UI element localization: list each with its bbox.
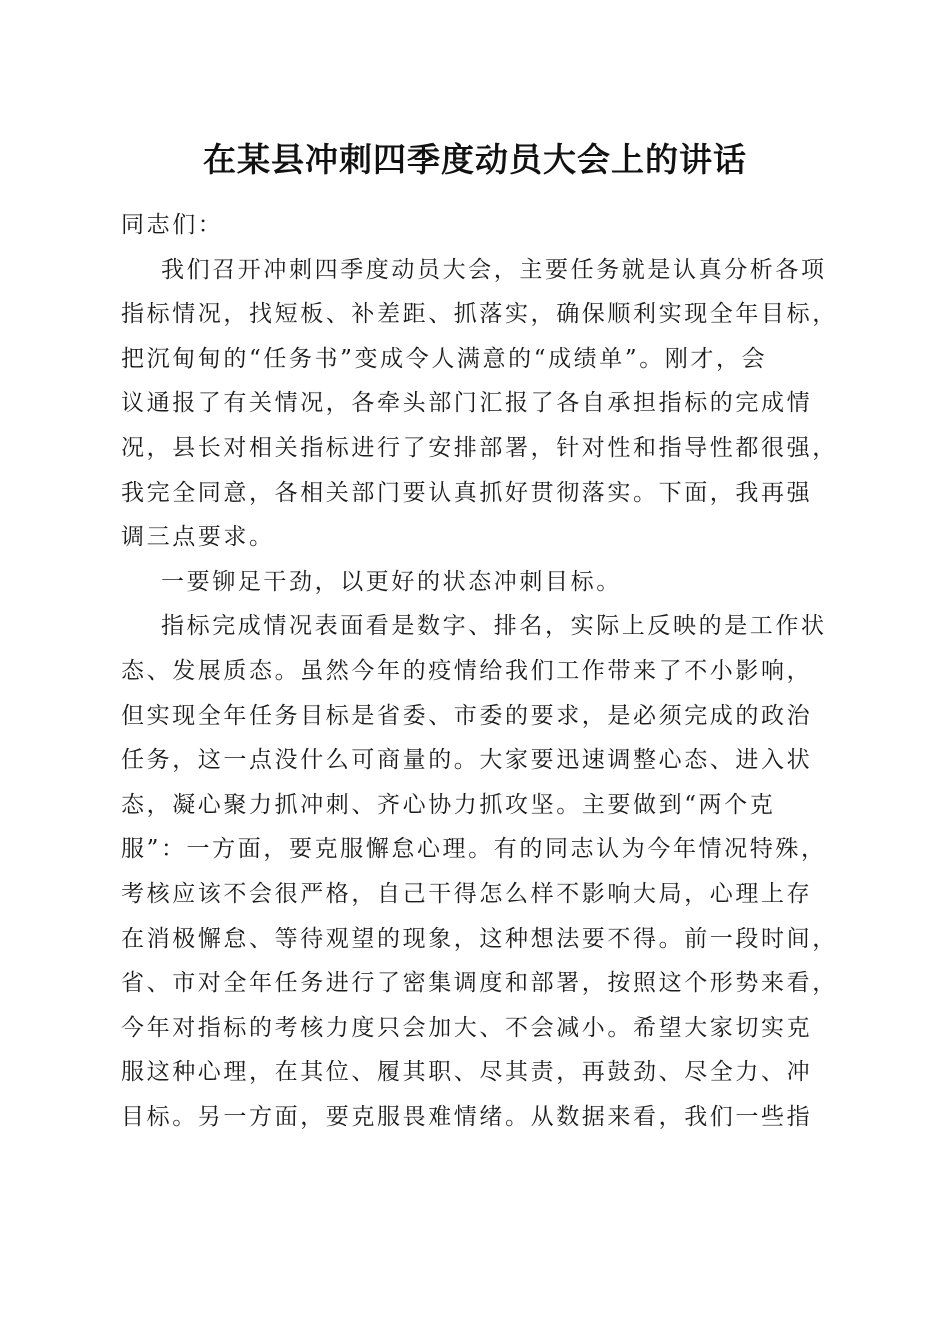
paragraph-line: 指标情况，找短板、补差距、抓落实，确保顺利实现全年目标， — [121, 301, 838, 328]
paragraph-line: 指标完成情况表面看是数字、排名，实际上反映的是工作状 — [161, 613, 827, 640]
paragraph-line: 但实现全年任务目标是省委、市委的要求，是必须完成的政治 — [121, 702, 813, 729]
salutation-line: 同志们： — [121, 212, 224, 238]
paragraph-line: 服这种心理，在其位、履其职、尽其责，再鼓劲、尽全力、冲 — [121, 1059, 813, 1086]
paragraph-line: 把沉甸甸的“任务书”变成令人满意的“成绩单”。刚才，会 — [121, 345, 768, 372]
paragraph-line: 调三点要求。 — [121, 524, 275, 551]
document-title: 在某县冲刺四季度动员大会上的讲话 — [203, 140, 747, 179]
paragraph-line: 态，凝心聚力抓冲刺、齐心协力抓攻坚。主要做到“两个克 — [121, 791, 776, 818]
paragraph-line: 今年对指标的考核力度只会加大、不会减小。希望大家切实克 — [121, 1014, 813, 1041]
section-heading-line: 一要铆足干劲，以更好的状态冲刺目标。 — [161, 568, 622, 595]
paragraph-line: 议通报了有关情况，各牵头部门汇报了各自承担指标的完成情 — [121, 390, 813, 417]
paragraph-line: 任务，这一点没什么可商量的。大家要迅速调整心态、进入状 — [121, 747, 813, 774]
paragraph-line: 况，县长对相关指标进行了安排部署，针对性和指导性都很强， — [121, 434, 838, 461]
document-body — [121, 203, 838, 1139]
paragraph-line: 我们召开冲刺四季度动员大会，主要任务就是认真分析各项 — [161, 256, 827, 283]
paragraph-line: 在消极懈怠、等待观望的现象，这种想法要不得。前一段时间， — [121, 925, 838, 952]
paragraph-line: 目标。另一方面，要克服畏难情绪。从数据来看，我们一些指 — [121, 1103, 813, 1130]
paragraph-line: 服”：一方面，要克服懈怠心理。有的同志认为今年情况特殊， — [121, 836, 827, 863]
paragraph-line: 省、市对全年任务进行了密集调度和部署，按照这个形势来看， — [121, 970, 838, 997]
paragraph-line: 考核应该不会很严格，自己干得怎么样不影响大局，心理上存 — [121, 880, 813, 907]
paragraph-line: 态、发展质态。虽然今年的疫情给我们工作带来了不小影响， — [121, 657, 813, 684]
paragraph-line: 我完全同意，各相关部门要认真抓好贯彻落实。下面，我再强 — [121, 479, 813, 506]
